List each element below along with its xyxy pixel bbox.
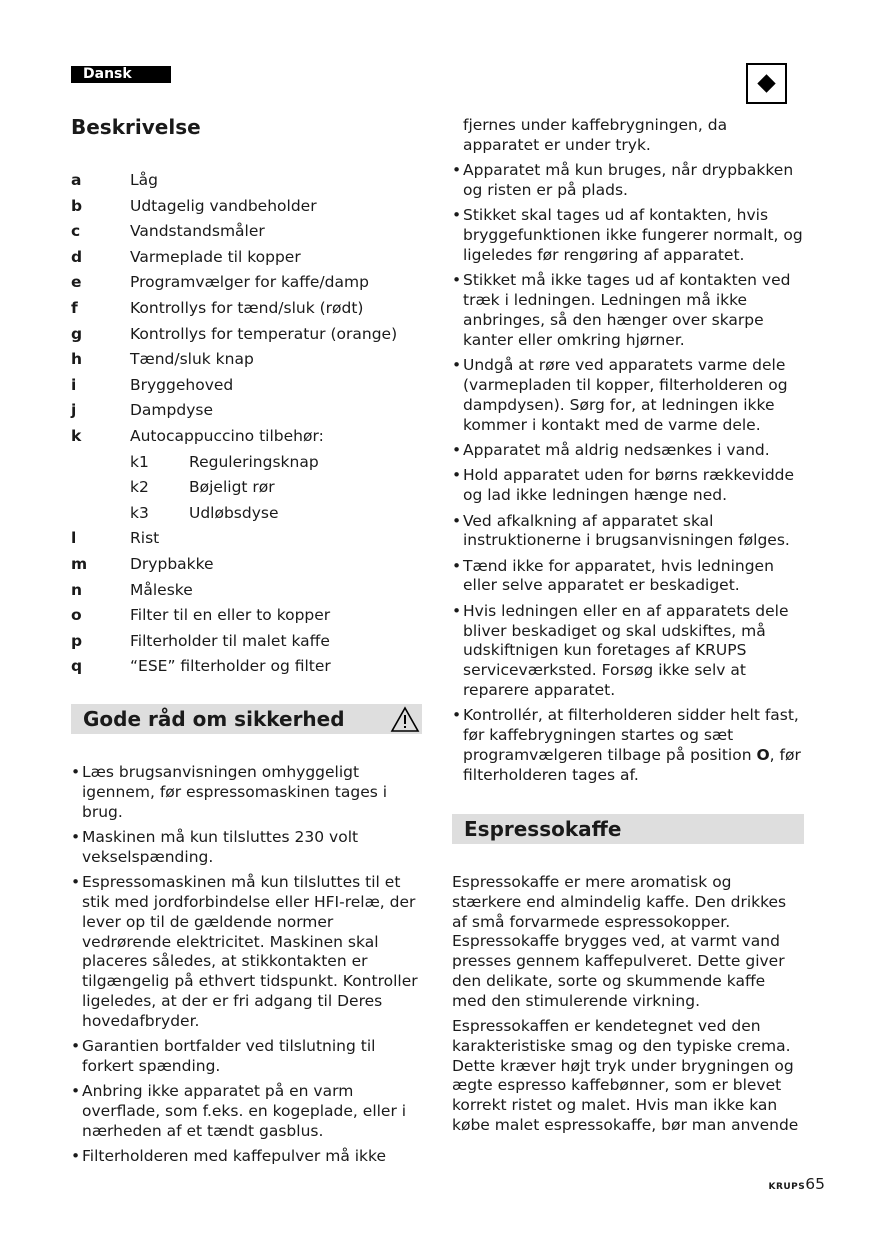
espresso-section-header (452, 814, 804, 844)
part-letter: d (71, 247, 83, 266)
part-label: Filter til en eller to kopper (130, 606, 331, 625)
safety-bullets-right (452, 116, 807, 791)
part-letter: o (71, 606, 82, 625)
part-label: Drypbakke (130, 554, 214, 573)
safety-bullet: • Hold apparatet uden for børns rækkevidde og lad ikke ledningen hænge ned. (452, 466, 807, 506)
safety-bullet: • Maskinen må kun tilsluttes 230 volt vekselspænding. (71, 828, 426, 868)
part-letter: p (71, 631, 83, 650)
part-label: Autocappuccino tilbehør: (130, 426, 324, 445)
part-letter: m (71, 554, 88, 573)
safety-bullets-left (71, 763, 426, 1173)
part-row (71, 501, 431, 527)
part-letter: h (71, 350, 83, 369)
part-letter: j (71, 401, 77, 420)
safety-section-header (71, 704, 422, 734)
part-letter: e (71, 273, 82, 292)
part-row (71, 603, 431, 629)
part-row (71, 450, 431, 476)
part-row (71, 398, 431, 424)
part-row (71, 373, 431, 399)
safety-bullet: • Anbring ikke apparatet på en varm overflade, som f.eks. en kogeplade, eller i nærheden af et tændt gasblus. (71, 1082, 426, 1141)
part-label: Dampdyse (130, 401, 213, 420)
part-label: k1 (130, 452, 149, 471)
part-letter: a (71, 171, 82, 189)
description-title: Beskrivelse (71, 115, 201, 139)
part-row (71, 322, 431, 348)
page-number: 65 (805, 1175, 825, 1193)
part-label: Kontrollys for temperatur (orange) (130, 324, 398, 343)
part-letter: i (71, 375, 77, 394)
safety-bullet: • Filterholderen med kaffepulver må ikke (71, 1147, 426, 1167)
part-label: Rist (130, 529, 160, 548)
part-row (71, 194, 431, 220)
part-row (71, 629, 431, 655)
part-row (71, 168, 431, 194)
part-sublabel: Reguleringsknap (189, 452, 319, 471)
diamond-marker-icon (746, 63, 787, 104)
part-row (71, 552, 431, 578)
espresso-paragraph-1: Espressokaffe er mere aromatisk og stærkere end almindelig kaffe. Den drikkes af små forvarmede espressokopper. Espressokaffe brygges ved, at varmt vand presses gennem kaffepulveret. Dette giver den delikate, sorte og skummende kaffe med den stimulerende virkning. (452, 873, 787, 1010)
part-label: Varmeplade til kopper (130, 247, 301, 266)
part-row (71, 245, 431, 271)
part-label: Udtagelig vandbeholder (130, 196, 317, 215)
part-row (71, 424, 431, 450)
bullet-segment: O (756, 746, 770, 765)
part-letter: b (71, 196, 83, 215)
part-label: Bryggehoved (130, 375, 234, 394)
part-letter: g (71, 324, 83, 343)
safety-title: Gode råd om sikkerhed (83, 707, 345, 731)
safety-bullet (452, 706, 807, 785)
safety-bullet: • Apparatet må aldrig nedsænkes i vand. (452, 441, 807, 461)
part-label: Kontrollys for tænd/sluk (rødt) (130, 298, 364, 317)
safety-bullet: • Stikket må ikke tages ud af kontakten ved træk i ledningen. Ledningen må ikke anbringes, så den hænger over skarpe kanter eller omkring hjørner. (452, 271, 807, 350)
safety-bullet: • Apparatet må kun bruges, når drypbakken og risten er på plads. (452, 161, 807, 201)
part-sublabel: Udløbsdyse (189, 503, 279, 522)
safety-bullet: • Hvis ledningen eller en af apparatets dele bliver beskadiget og skal udskiftes, må udskiftnigen kun foretages af KRUPS serviceværksted. Forsøg ikke selv at reparere apparatet. (452, 602, 807, 701)
part-label: Programvælger for kaffe/damp (130, 273, 369, 292)
part-sublabel: Bøjeligt rør (189, 478, 275, 497)
part-label: Låg (130, 171, 158, 189)
part-row (71, 475, 431, 501)
part-row (71, 296, 431, 322)
page-footer (768, 1175, 825, 1193)
part-label: k2 (130, 478, 149, 497)
part-label: Vandstandsmåler (130, 222, 265, 241)
safety-bullet: • Ved afkalkning af apparatet skal instruktionerne i brugsanvisningen følges. (452, 512, 807, 552)
part-row (71, 654, 431, 680)
continuation-text: fjernes under kaffebrygningen, da apparatet er under tryk. (463, 116, 728, 154)
part-row (71, 526, 431, 552)
part-label: Tænd/sluk knap (130, 350, 254, 369)
part-letter: f (71, 298, 78, 317)
warning-triangle-icon (390, 706, 420, 733)
part-letter: l (71, 529, 77, 548)
safety-bullet: • Garantien bortfalder ved tilslutning til forkert spænding. (71, 1037, 426, 1077)
bullet-segment: , før filterholderen tages af. (463, 746, 801, 784)
part-row (71, 219, 431, 245)
part-letter: q (71, 657, 83, 676)
espresso-title: Espressokaffe (464, 817, 622, 841)
part-letter: k (71, 426, 82, 445)
safety-bullet: • Undgå at røre ved apparatets varme dele (varmepladen til kopper, filterholderen og dampdysen). Sørg for, at ledningen ikke kommer i kontakt med de varme dele. (452, 356, 807, 435)
parts-list (71, 168, 431, 680)
krups-logo: KRUPS (768, 1182, 806, 1192)
part-row (71, 347, 431, 373)
safety-bullet: • Tænd ikke for apparatet, hvis ledningen eller selve apparatet er beskadiget. (452, 557, 807, 597)
language-tab: Dansk (71, 66, 171, 83)
part-letter: c (71, 222, 81, 241)
part-label: Måleske (130, 580, 193, 599)
espresso-paragraph-2: Espressokaffen er kendetegnet ved den karakteristiske smag og den typiske crema. Dette kræver højt tryk under brygningen og ægte espresso kaffebønner, som er blevet korrekt ristet og malet. Hvis man ikke kan købe malet espressokaffe, bør man anvende (452, 1017, 799, 1134)
part-letter: n (71, 580, 83, 599)
part-row (71, 270, 431, 296)
safety-bullet: • Espressomaskinen må kun tilsluttes til et stik med jordforbindelse eller HFI-relæ, der lever op til de gældende normer vedrørende elektricitet. Maskinen skal placeres således, at stikkontakten er tilgængelig på ethvert tidspunkt. Kontroller ligeledes, at der er fri adgang til Deres hovedafbryder. (71, 873, 426, 1031)
bullet-segment: Kontrollér, at filterholderen sidder helt fast, før kaffebrygningen startes og sæt programvælgeren tilbage på position (463, 706, 799, 765)
safety-bullet: • Stikket skal tages ud af kontakten, hvis bryggefunktionen ikke fungerer normalt, og ligeledes før rengøring af apparatet. (452, 206, 807, 265)
part-label: Filterholder til malet kaffe (130, 631, 330, 650)
part-label: k3 (130, 503, 149, 522)
safety-bullet: • Læs brugsanvisningen omhyggeligt igennem, før espressomaskinen tages i brug. (71, 763, 426, 822)
part-row (71, 578, 431, 604)
part-label: “ESE” filterholder og filter (130, 657, 331, 676)
